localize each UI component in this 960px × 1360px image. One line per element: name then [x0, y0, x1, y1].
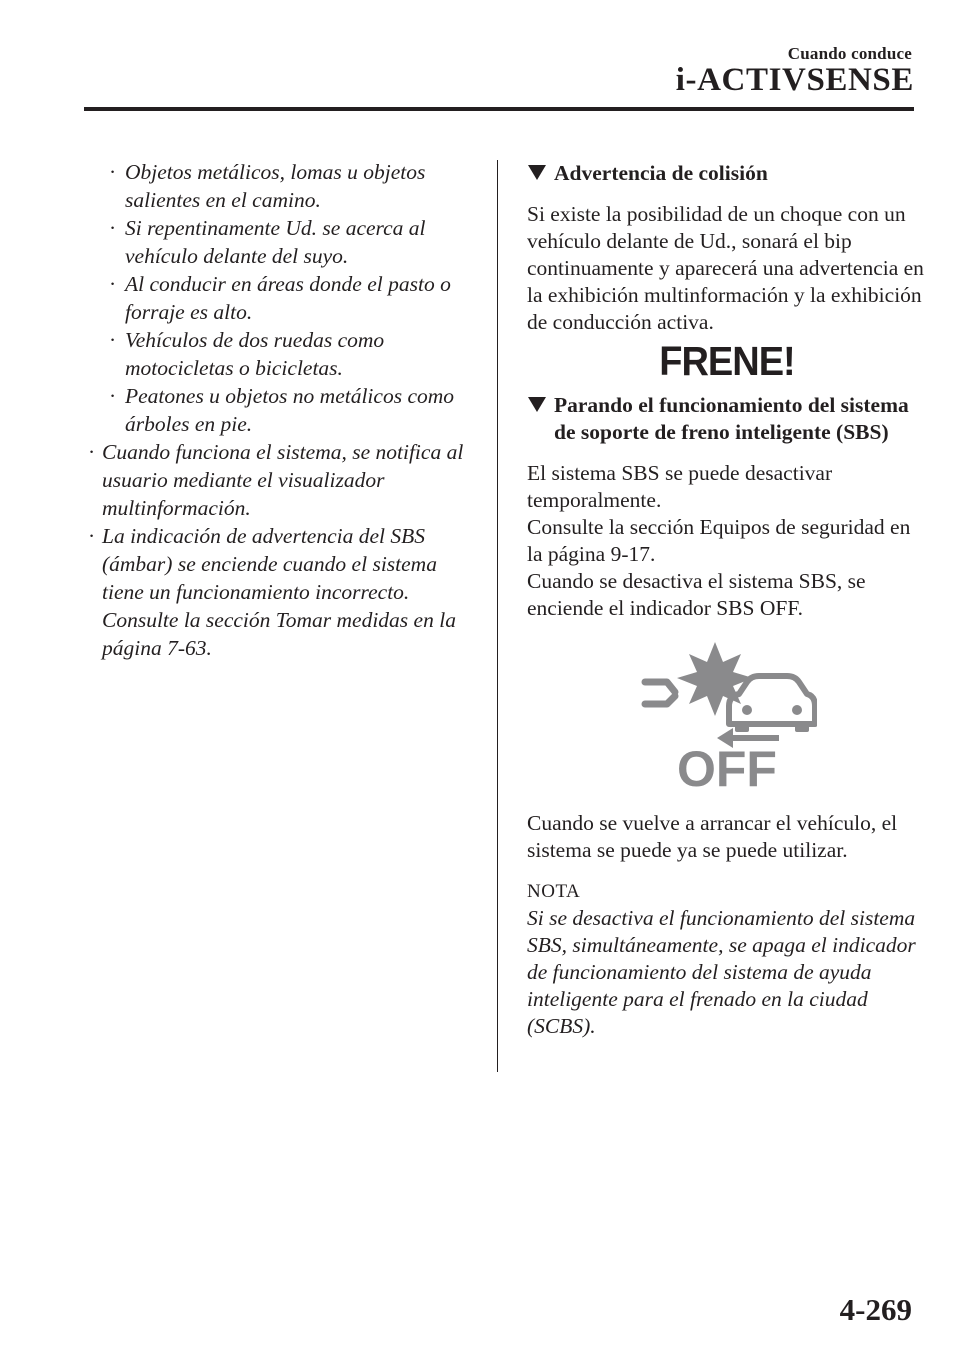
heading-text: Parando el funcionamiento del sistema de soporte de freno inteligente (SBS) — [554, 393, 909, 444]
header-rule — [84, 107, 914, 111]
bullet-text: Cuando funciona el sistema, se notifica al usuario mediante el visualizador multinformación. — [102, 440, 464, 520]
stop-sbs-text-3: Cuando se desactiva el sistema SBS, se enciende el indicador SBS OFF. — [527, 569, 866, 620]
collision-warning-heading — [527, 160, 927, 187]
bullet-dot: · — [88, 524, 96, 548]
triangle-marker-icon — [528, 165, 546, 180]
bullet-dot: · — [109, 160, 117, 184]
sub-bullet-text: Vehículos de dos ruedas como motocicletas o bicicletas. — [125, 328, 385, 380]
sub-bullet-item — [106, 214, 480, 270]
page-number: 4-269 — [839, 1292, 912, 1327]
nota-text: Si se desactiva el funcionamiento del sistema SBS, simultáneamente, se apaga el indicador de funcionamiento del sistema de ayuda inteligente para el frenado en la ciudad (SCBS). — [527, 906, 916, 1038]
off-label: OFF — [677, 741, 777, 790]
collision-warning-text: Si existe la posibilidad de un choque con un vehículo delante de Ud., sonará el bip continuamente y aparecerá una advertencia en la exhibición multinformación y la exhibición de conducción activa. — [527, 202, 924, 334]
column-divider — [497, 160, 498, 1072]
sub-bullet-text: Al conducir en áreas donde el pasto o forraje es alto. — [125, 272, 451, 324]
restart-text: Cuando se vuelve a arrancar el vehículo, el sistema se puede ya se puede utilizar. — [527, 811, 898, 862]
stop-sbs-heading — [527, 392, 927, 446]
right-column — [527, 160, 927, 1040]
bullet-item — [88, 522, 480, 662]
heading-text: Advertencia de colisión — [554, 161, 768, 185]
sub-bullet-text: Objetos metálicos, lomas u objetos salientes en el camino. — [125, 160, 426, 212]
bullet-text: La indicación de advertencia del SBS (ámbar) se enciende cuando el sistema tiene un funcionamiento incorrecto. Consulte la sección Tomar medidas en la página 7-63. — [102, 524, 456, 660]
bullet-dot: · — [88, 440, 96, 464]
section-label: Cuando conduce — [787, 44, 912, 63]
bullet-dot: · — [109, 272, 117, 296]
bullet-dot: · — [109, 328, 117, 352]
frene-warning-display: FRENE! — [659, 339, 795, 385]
stop-sbs-text-1: El sistema SBS se puede desactivar temporalmente. — [527, 461, 833, 512]
nota-label: NOTA — [527, 881, 581, 902]
sub-bullet-item — [106, 270, 480, 326]
sub-bullet-text: Peatones u objetos no metálicos como árboles en pie. — [125, 384, 455, 436]
stop-sbs-text-2: Consulte la sección Equipos de seguridad en la página 9-17. — [527, 515, 911, 566]
chapter-title: i-ACTIVSENSE — [675, 62, 914, 98]
sbs-off-indicator-icon — [637, 640, 817, 790]
bullet-dot: · — [109, 216, 117, 240]
sub-bullet-item — [106, 326, 480, 382]
triangle-marker-icon — [528, 397, 546, 412]
sub-bullet-item — [106, 158, 480, 214]
left-column — [88, 158, 480, 662]
bullet-item — [88, 438, 480, 522]
bullet-dot: · — [109, 384, 117, 408]
sub-bullet-text: Si repentinamente Ud. se acerca al vehículo delante del suyo. — [125, 216, 426, 268]
sub-bullet-item — [106, 382, 480, 438]
